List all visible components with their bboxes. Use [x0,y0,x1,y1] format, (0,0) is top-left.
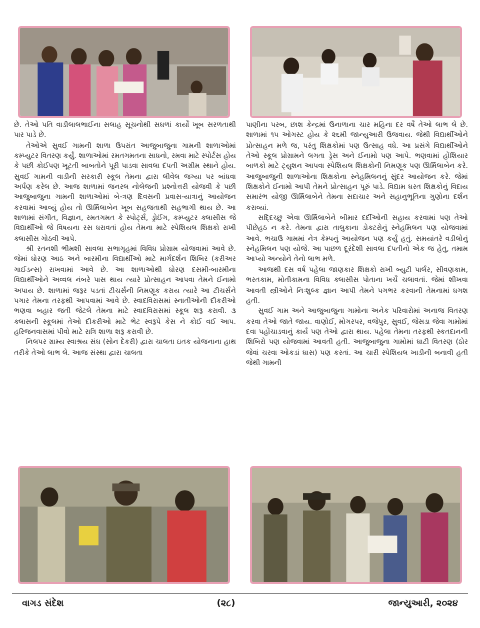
paragraph: શ્રી રતનશી ભીમશી સાવલા સભાગૃહમાં વિવિધ પ્રોગ્રામ યોજવામાં આવે છે. જેમાં ધોરણ આઠ અને બારમીના વિદ્યાર્થીઓ માટે માર્ગદર્શન શિબિર (કરીઅર ગાઈડન્સ) રાખવામાં આવે છે. આ શાળાઓથી ધોરણ દસમી-બારમીના વિદ્યાર્થીઓને અવ્વલ નંબરે પાસ થાય ત્યારે પ્રોત્સાહન આપવા તેમને ઈનામો અપાય છે. શાળામાં જરૂર પડતાં ટીચર્સની નિમણૂક કરાય ત્યારે આ ટીચર્સને પગાર તેમના તરફથી આપવામાં આવે છે. સ્વાદવિરાસમાં સ્નાતીઓની દીકરીઓ ભણવા બહાર જતી જેટલે તેમના માટે સ્વાદવિરાસમાં સ્કૂલ શરૂ કરાવી. ૩ ક્લાસની સ્કૂલમાં તેઓ દીકરીઓ માટે ભેટ સ્વરૂપે કેસ ને કોઈ વઈ આપ. હરિજનવાસમાં પીવો માટે રાત્રિ શાળા શરૂ કરાવી છે. [14,244,236,336]
article-column-right [246,120,468,463]
photo-school-event [18,26,230,118]
page-footer [12,594,468,614]
paragraph: સુવઈ ગામ અને આજુબાજુના ગામોના અનેક પરિવારોમાં અનાજ વિતરણ કરવા તેઓ જાતે જાય. વાણોઈ, મોગરપર, વજેપુર, સુવઈ, જેસડા જેવા ગામોમાં દવા પહોંચાડવાનું કાર્ય પણ તેઓ દ્વારા થાય. પહેલા તેમના તરફથી સ્કતદાનની શિબિરો પણ યોજવામાં આવતી હતી. આજુબાજુના ગામોમાં ઘાટી વિતરણ (ઠોર જેવાં ચરવા ઓકડાં ઘાસ) પણ કરતાં. આ ચારી સ્પેશિયલ ખાડીની બનાવી હતી જેથી ગામની [246,306,468,367]
article-column-left [14,120,236,463]
paragraph: આજથી દસ વર્ષ પહેલા જાણકાર શિક્ષકો રાખી બ્યુટી પાર્લર, સીવણકામ, ભરતકામ, મોતીકામના વિવિધ ક્લાસીસ પોતાના ખર્ચે ચલાવતાં. જેમાં શીખવા આવતી સ્ત્રીઓને નિઃશુલ્ક જ્ઞાન આપી તેમને પગભર કરવાની તેમનામાં ધગશ હતી. [246,264,468,305]
magazine-name: વાગડ સંદેશ [22,599,64,609]
paragraph: નિલપર ગ્રામ્ય સ્વાશ્રય સંઘ (સોન દેકરી) દ્વારા ચાલતા ઇતક યોજનાના હાથ તરીકે તેઓ લાભ લે. આજ સંસ્થા દ્વારા ચાલતા [14,337,236,357]
photo-group-soldiers [250,466,462,584]
issue-date: જાન્યુઆરી, ૨૦૨૪ [388,599,458,609]
photo-soldier-rakhi [18,466,230,584]
photo-officials-meeting [250,26,462,118]
paragraph: પાણીના પરબ, છાશ કેન્દ્રમાં ઉનાળાના ચાર મહિના દર વર્ષે તેઓ લાભ લે છે. શાળામાં ૧૫ ઓગસ્ટ હોય કે ૨૬મી જાન્યુઆરી ઉજવાય. જેથી વિદ્યાર્થીઓને પ્રોત્સાહન મળે જ, પરંતુ શિક્ષકોમાં પણ ઉત્સાહ વધે. આ પ્રસંગે વિદ્યાર્થીઓને તેઓ સ્કૂલ પ્રોગ્રામને લગતા ડ્રેસ અને ઈનામો પણ આપે. ભણવામાં હોંશિયાર બાળકો માટે ટ્યુશન આપવા સ્પેશિયલ શિક્ષકોની નિમણૂક પણ ઊર્મિલાબેન કરે. આજુબાજુની શાળાઓના શિક્ષકોના સ્નેહમિલનનું સુંદર આયોજન કરે. જેમાં શિક્ષકોને ઈનામો આપી તેમને પ્રોત્સાહન પૂરું પાડે. વિદ્યામ ઘરત શિક્ષકોનું વિદાય સમારંભ યોજી ઊર્મિલાબેને તેમના સદાચાર અને સહાનુભૂતિના ગુણોના દર્શન કરાવ્યાં. [246,120,468,212]
page-number: (૨૮) [216,599,236,609]
paragraph: સદ્દિચ્છુ એવા ઊર્મિલાબેને બીમાર દર્દીઓની સહાય કરવામાં પણ તેઓ પીછેહઠ ન કરે. તેમના દ્વારા તાલુકાના ડોક્ટરોનું સ્નેહમિલન પણ યોજવામાં આવે. ભચાઉ ગામમાં નેત્ર કેમ્પનું આયોજન પણ કર્યું હતું. સમયાંતરે વડીલોનું સ્નેહમિલન પણ યોજે. આ પાછળ દૂરંદેશી સાવલા દંપતીનો એક જ હેતુ, તમામ આપ્યો અન્યોને તેનો લાભ મળે. [246,213,468,264]
paragraph: છે. તેઓ પતિ વાડીલાલભાઈના સલાહ સૂચનોથી સઘળાં કાર્યો ખૂબ સરળતાથી પાર પાડે છે. [14,120,236,140]
paragraph: તેઓએ સુવઈ ગામની શાળા ઉપરાંત આજુબાજુના ગામની શાળાઓમાં કમ્પ્યુટર વિતરણ કર્યું. શાળાઓમાં રમતગમતના સાધનો, રમવા માટે સ્પોર્ટસ હોય કે પછી કોઈપણ ખૂટતી બાબતોને પૂરી પાડવા સાવલા દંપતી અગ્રીમ સ્થાને હોય. સુવઈ ગામની વાડીની સરકારી સ્કૂલ તેમના દ્વારા લીવેલ જગ્યા પર બાંધવા અર્પણ કરેલ છે. આજ શાળામાં જનરલ નોલેજની પ્રશ્નોત્તરી યોજવી કે પછી આજુબાજુના ગામની શાળાઓમાં બે-ત્રણ દિવસની પ્રવાસ-યાત્રાનું આયોજન કરવામાં આવ્યું હોય તો ઊર્મિલાબેન ખૂબ સહજતાથી સહભાગી થાય છે. આ શાળામાં સંગીત, વિજ્ઞાન, રમતગમત કે સ્પોર્ટ્સ, ડ્રોઈંગ, કમ્પ્યુટર ક્લાસીસ જે વિદ્યાર્થીઓ જે વિષયના રસ ધરાવતાં હોય તેમના માટે સ્પેશિયલ શિક્ષકો રાખી ક્લાસીસ ગોઠવી આપે. [14,140,236,243]
